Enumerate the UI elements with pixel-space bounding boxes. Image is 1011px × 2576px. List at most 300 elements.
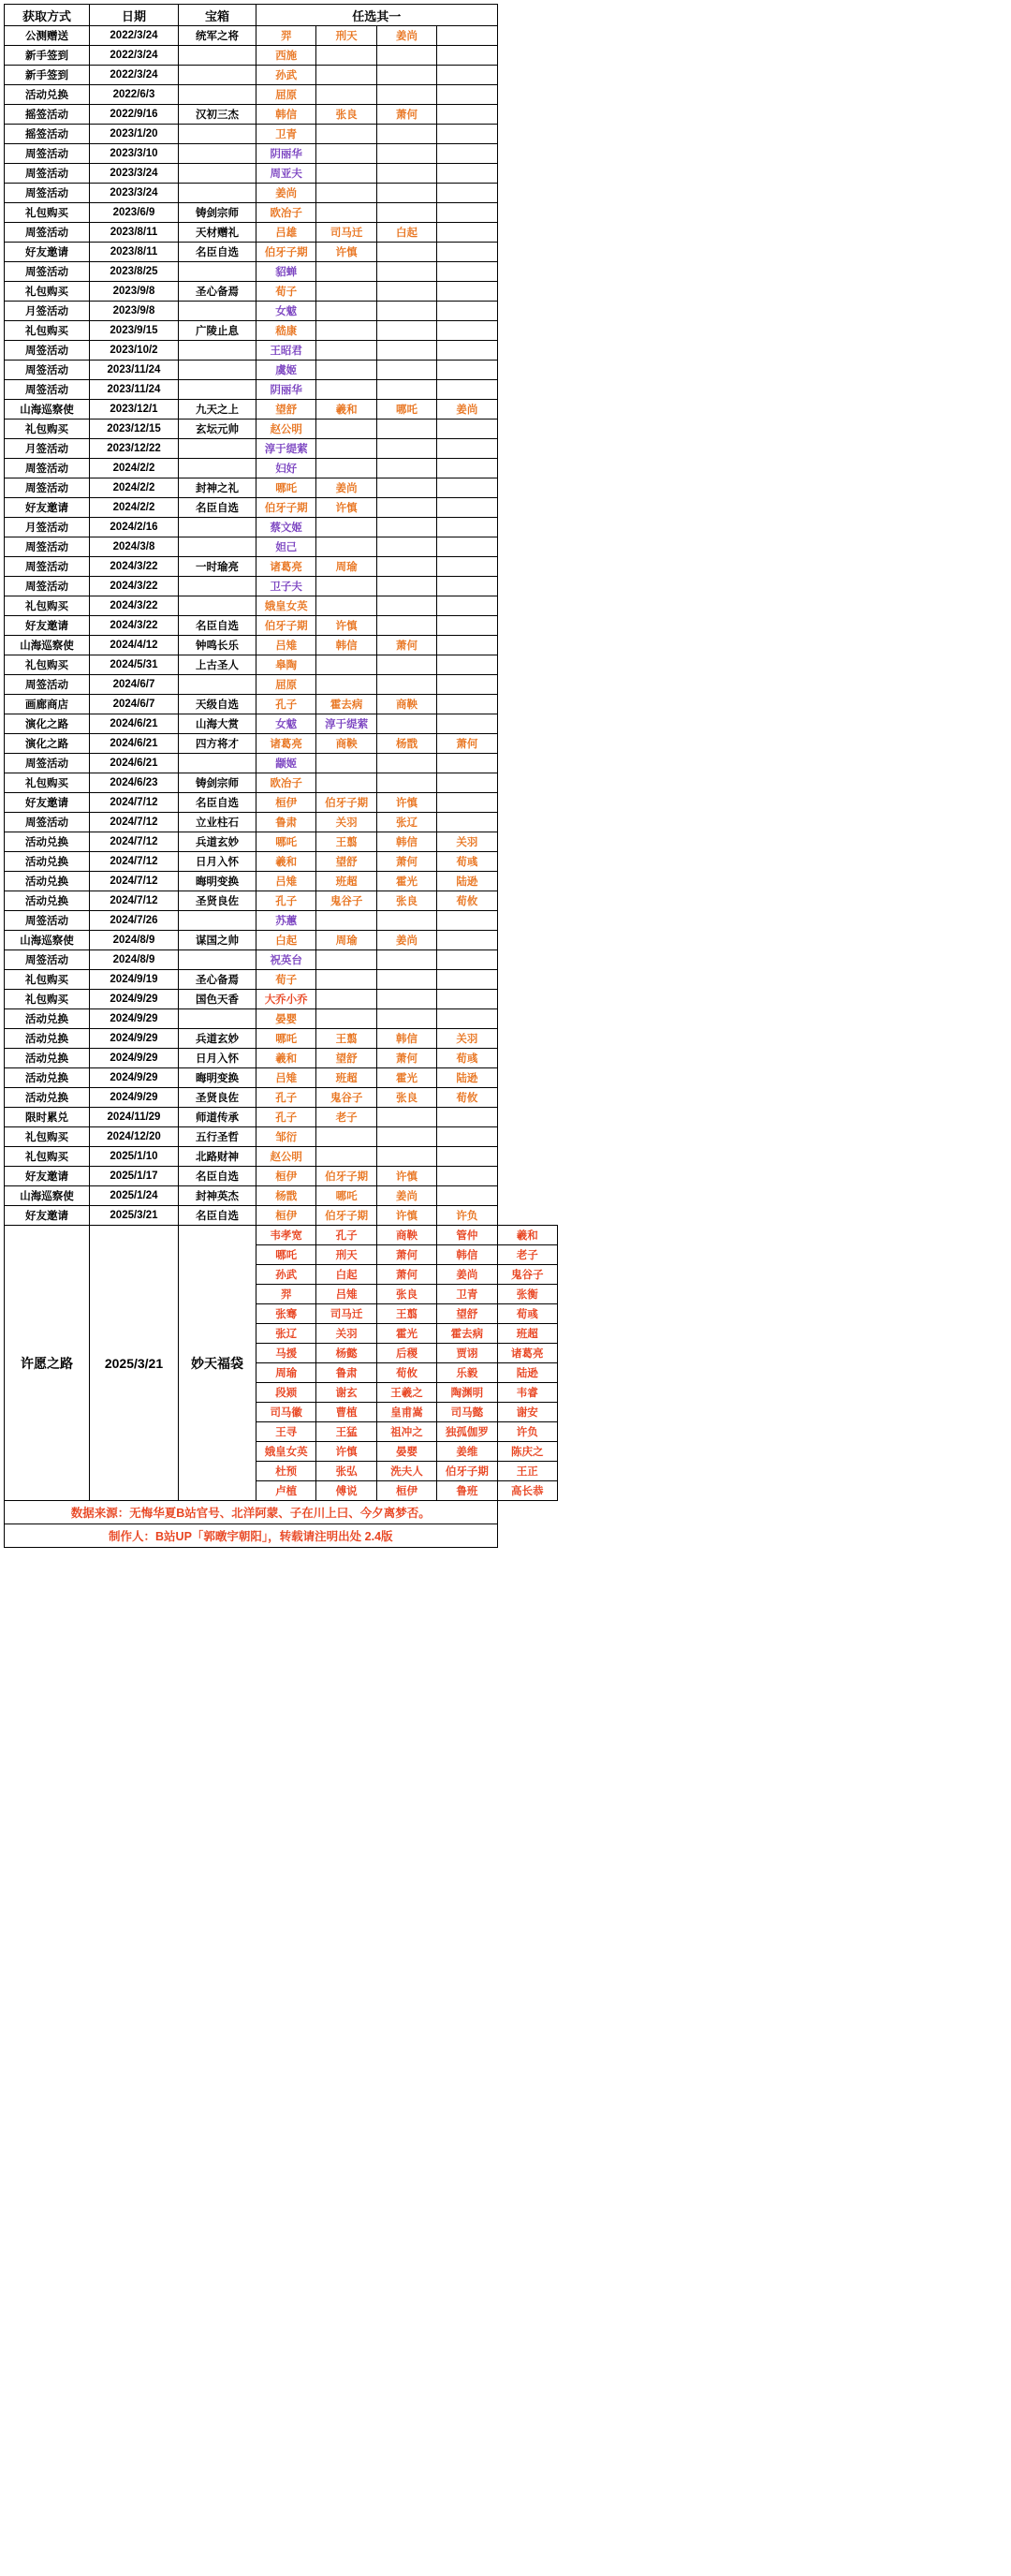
cell-date: 2023/8/25 [90, 262, 179, 282]
cell-option: 张良 [316, 105, 376, 125]
cell-way: 好友邀请 [5, 793, 90, 813]
cell-option: 张辽 [376, 813, 436, 832]
cell-box: 兵道玄妙 [179, 832, 256, 852]
wish-cell: 许慎 [316, 1442, 376, 1462]
cell-option: 杨戬 [376, 734, 436, 754]
cell-option [376, 754, 436, 773]
cell-option: 孔子 [256, 1108, 316, 1127]
cell-way: 周签活动 [5, 380, 90, 400]
cell-option [437, 714, 497, 734]
cell-option [376, 144, 436, 164]
cell-box [179, 459, 256, 478]
cell-option: 吕雉 [256, 1068, 316, 1088]
cell-option [437, 302, 497, 321]
cell-option [437, 1167, 497, 1186]
cell-option: 伯牙子期 [316, 1206, 376, 1226]
cell-date: 2024/6/21 [90, 754, 179, 773]
table-row [5, 577, 558, 596]
cell-date: 2024/3/8 [90, 537, 179, 557]
cell-option [376, 1147, 436, 1167]
cell-box: 日月入怀 [179, 1049, 256, 1068]
table-row [5, 518, 558, 537]
wish-cell: 羲和 [497, 1226, 557, 1245]
cell-option [376, 361, 436, 380]
cell-box: 统军之将 [179, 26, 256, 46]
table-row [5, 420, 558, 439]
cell-option [316, 655, 376, 675]
cell-option [437, 26, 497, 46]
cell-option [316, 1127, 376, 1147]
cell-option [437, 970, 497, 990]
cell-way: 礼包购买 [5, 773, 90, 793]
cell-date: 2022/6/3 [90, 85, 179, 105]
header-way: 获取方式 [5, 5, 90, 26]
cell-way: 限时累兑 [5, 1108, 90, 1127]
wish-cell: 陶渊明 [437, 1383, 497, 1403]
cell-option [316, 754, 376, 773]
cell-option: 班超 [316, 872, 376, 891]
cell-box: 五行圣哲 [179, 1127, 256, 1147]
cell-option [437, 1108, 497, 1127]
table-row [5, 655, 558, 675]
cell-option: 阴丽华 [256, 380, 316, 400]
cell-box: 名臣自选 [179, 498, 256, 518]
cell-option: 虞姬 [256, 361, 316, 380]
cell-option [376, 773, 436, 793]
cell-option: 诸葛亮 [256, 734, 316, 754]
table-row [5, 537, 558, 557]
cell-option [437, 184, 497, 203]
cell-date: 2023/9/8 [90, 302, 179, 321]
cell-option: 霍光 [376, 872, 436, 891]
table-row [5, 596, 558, 616]
wish-cell: 周瑜 [256, 1363, 316, 1383]
table-row [5, 1186, 558, 1206]
cell-box [179, 439, 256, 459]
cell-way: 好友邀请 [5, 1206, 90, 1226]
cell-option [376, 85, 436, 105]
wish-cell: 孙武 [256, 1265, 316, 1285]
wish-cell: 高长恭 [497, 1481, 557, 1501]
table-row [5, 400, 558, 420]
cell-option [376, 616, 436, 636]
cell-option: 老子 [316, 1108, 376, 1127]
wish-cell: 段颎 [256, 1383, 316, 1403]
table-row [5, 302, 558, 321]
cell-option: 许负 [437, 1206, 497, 1226]
wish-cell: 韩信 [437, 1245, 497, 1265]
cell-date: 2025/1/24 [90, 1186, 179, 1206]
cell-option: 司马迁 [316, 223, 376, 243]
cell-way: 周签活动 [5, 754, 90, 773]
cell-option: 鲁肃 [256, 813, 316, 832]
wish-cell: 独孤伽罗 [437, 1422, 497, 1442]
table-row [5, 832, 558, 852]
wish-date: 2025/3/21 [90, 1226, 179, 1501]
cell-option [316, 911, 376, 931]
wish-cell: 司马徽 [256, 1403, 316, 1422]
table-row [5, 26, 558, 46]
cell-box: 谋国之帅 [179, 931, 256, 950]
wish-cell: 傅说 [316, 1481, 376, 1501]
table-row [5, 1009, 558, 1029]
wish-cell: 杨懿 [316, 1344, 376, 1363]
cell-option: 貂蝉 [256, 262, 316, 282]
wish-cell: 哪吒 [256, 1245, 316, 1265]
cell-option: 羲和 [256, 1049, 316, 1068]
cell-date: 2024/7/12 [90, 832, 179, 852]
cell-option [316, 596, 376, 616]
cell-option: 刑天 [316, 26, 376, 46]
cell-date: 2023/6/9 [90, 203, 179, 223]
cell-option [437, 223, 497, 243]
table-row [5, 616, 558, 636]
wish-cell: 许负 [497, 1422, 557, 1442]
cell-option: 女魃 [256, 714, 316, 734]
table-row [5, 1127, 558, 1147]
cell-option [316, 970, 376, 990]
cell-option [376, 1127, 436, 1147]
cell-option [437, 557, 497, 577]
cell-date: 2024/6/7 [90, 675, 179, 695]
cell-option: 哪吒 [256, 478, 316, 498]
footer-credit-row [5, 1524, 558, 1548]
cell-option [437, 990, 497, 1009]
cell-box: 封神之礼 [179, 478, 256, 498]
cell-date: 2022/9/16 [90, 105, 179, 125]
cell-way: 月签活动 [5, 439, 90, 459]
cell-box [179, 85, 256, 105]
wish-cell: 韦孝宽 [256, 1226, 316, 1245]
cell-box [179, 184, 256, 203]
cell-option [437, 361, 497, 380]
cell-date: 2024/7/12 [90, 852, 179, 872]
cell-way: 周签活动 [5, 144, 90, 164]
cell-option: 西施 [256, 46, 316, 66]
cell-option: 张良 [376, 891, 436, 911]
cell-option [316, 950, 376, 970]
cell-date: 2022/3/24 [90, 46, 179, 66]
wish-cell: 诸葛亮 [497, 1344, 557, 1363]
cell-option [376, 577, 436, 596]
cell-option: 桓伊 [256, 1206, 316, 1226]
cell-option: 荀彧 [437, 852, 497, 872]
cell-option [316, 380, 376, 400]
wish-cell: 羿 [256, 1285, 316, 1304]
cell-box: 天材赠礼 [179, 223, 256, 243]
cell-option [316, 125, 376, 144]
cell-date: 2024/9/29 [90, 1049, 179, 1068]
cell-option [376, 66, 436, 85]
cell-way: 活动兑换 [5, 1029, 90, 1049]
wish-cell: 鲁班 [437, 1481, 497, 1501]
cell-option [437, 1009, 497, 1029]
cell-date: 2023/11/24 [90, 361, 179, 380]
cell-option: 姜尚 [376, 26, 436, 46]
cell-box: 师道传承 [179, 1108, 256, 1127]
wish-cell: 霍光 [376, 1324, 436, 1344]
cell-way: 好友邀请 [5, 243, 90, 262]
wish-cell: 萧何 [376, 1245, 436, 1265]
cell-option: 许慎 [376, 1206, 436, 1226]
cell-option [316, 262, 376, 282]
cell-date: 2022/3/24 [90, 66, 179, 85]
cell-box: 钟鸣长乐 [179, 636, 256, 655]
cell-option: 白起 [376, 223, 436, 243]
wish-cell: 后稷 [376, 1344, 436, 1363]
cell-option [376, 970, 436, 990]
cell-option [437, 695, 497, 714]
cell-date: 2024/2/16 [90, 518, 179, 537]
cell-option [316, 46, 376, 66]
cell-option: 萧何 [376, 636, 436, 655]
cell-option: 赵公明 [256, 420, 316, 439]
cell-date: 2025/1/10 [90, 1147, 179, 1167]
wish-cell: 杜预 [256, 1462, 316, 1481]
cell-date: 2023/11/24 [90, 380, 179, 400]
table-row [5, 675, 558, 695]
cell-option [437, 282, 497, 302]
cell-box: 玄坛元帅 [179, 420, 256, 439]
cell-way: 礼包购买 [5, 321, 90, 341]
cell-way: 礼包购买 [5, 970, 90, 990]
cell-option [437, 675, 497, 695]
cell-date: 2024/3/22 [90, 616, 179, 636]
cell-option [376, 714, 436, 734]
wish-cell: 张骞 [256, 1304, 316, 1324]
table-row [5, 105, 558, 125]
cell-box: 上古圣人 [179, 655, 256, 675]
cell-way: 周签活动 [5, 361, 90, 380]
cell-way: 活动兑换 [5, 872, 90, 891]
cell-option: 姜尚 [437, 400, 497, 420]
cell-option [376, 380, 436, 400]
cell-option: 商鞅 [376, 695, 436, 714]
header-box: 宝箱 [179, 5, 256, 26]
cell-box [179, 675, 256, 695]
cell-option: 邹衍 [256, 1127, 316, 1147]
wish-cell: 王翦 [376, 1304, 436, 1324]
table-header-row [5, 5, 558, 26]
cell-option [376, 950, 436, 970]
cell-option: 许慎 [316, 616, 376, 636]
cell-date: 2023/8/11 [90, 223, 179, 243]
cell-date: 2024/9/29 [90, 1009, 179, 1029]
cell-option [316, 459, 376, 478]
table-row [5, 184, 558, 203]
cell-box [179, 144, 256, 164]
cell-way: 活动兑换 [5, 891, 90, 911]
cell-date: 2023/3/24 [90, 184, 179, 203]
cell-option: 孔子 [256, 1088, 316, 1108]
table-row [5, 85, 558, 105]
cell-box: 圣心备焉 [179, 282, 256, 302]
cell-date: 2024/4/12 [90, 636, 179, 655]
wish-cell: 洗夫人 [376, 1462, 436, 1481]
cell-date: 2023/9/8 [90, 282, 179, 302]
wish-cell: 祖冲之 [376, 1422, 436, 1442]
cell-way: 周签活动 [5, 341, 90, 361]
cell-option [316, 577, 376, 596]
cell-option [376, 420, 436, 439]
cell-option [316, 990, 376, 1009]
wish-cell: 荀彧 [497, 1304, 557, 1324]
cell-option: 陆逊 [437, 1068, 497, 1088]
cell-box: 立业柱石 [179, 813, 256, 832]
footer-source: 数据来源：无悔华夏B站官号、北洋阿蒙、子在川上曰、今夕离梦否。 [5, 1501, 498, 1524]
cell-option [376, 302, 436, 321]
cell-way: 新手签到 [5, 46, 90, 66]
table-row [5, 459, 558, 478]
cell-way: 周签活动 [5, 813, 90, 832]
cell-option: 吕雉 [256, 636, 316, 655]
cell-way: 新手签到 [5, 66, 90, 85]
cell-option: 伯牙子期 [256, 616, 316, 636]
cell-box: 圣心备焉 [179, 970, 256, 990]
cell-date: 2024/3/22 [90, 557, 179, 577]
cell-option [376, 262, 436, 282]
cell-option [376, 203, 436, 223]
wish-cell: 王寻 [256, 1422, 316, 1442]
header-options: 任选其一 [256, 5, 498, 26]
cell-way: 礼包购买 [5, 655, 90, 675]
table-row [5, 380, 558, 400]
cell-date: 2024/7/12 [90, 872, 179, 891]
cell-option [316, 675, 376, 695]
cell-date: 2024/9/29 [90, 990, 179, 1009]
cell-option: 荀攸 [437, 891, 497, 911]
cell-option: 杨戬 [256, 1186, 316, 1206]
cell-option: 王翦 [316, 1029, 376, 1049]
cell-date: 2023/10/2 [90, 341, 179, 361]
cell-option [376, 125, 436, 144]
table-row [5, 478, 558, 498]
table-row [5, 46, 558, 66]
cell-way: 演化之路 [5, 714, 90, 734]
cell-option: 蔡文姬 [256, 518, 316, 537]
wish-cell: 王羲之 [376, 1383, 436, 1403]
cell-option: 许慎 [376, 1167, 436, 1186]
cell-date: 2024/2/2 [90, 459, 179, 478]
cell-way: 活动兑换 [5, 1009, 90, 1029]
cell-way: 活动兑换 [5, 1068, 90, 1088]
cell-option [437, 596, 497, 616]
cell-option [437, 1127, 497, 1147]
cell-way: 公测赠送 [5, 26, 90, 46]
cell-box: 兵道玄妙 [179, 1029, 256, 1049]
cell-date: 2023/12/15 [90, 420, 179, 439]
wish-cell: 王猛 [316, 1422, 376, 1442]
cell-option: 许慎 [376, 793, 436, 813]
cell-date: 2024/7/26 [90, 911, 179, 931]
cell-option [376, 655, 436, 675]
table-row [5, 872, 558, 891]
wish-cell: 姜尚 [437, 1265, 497, 1285]
wish-cell: 伯牙子期 [437, 1462, 497, 1481]
cell-box: 圣贤良佐 [179, 891, 256, 911]
cell-option: 女魃 [256, 302, 316, 321]
cell-box [179, 46, 256, 66]
cell-option: 颛姬 [256, 754, 316, 773]
cell-way: 活动兑换 [5, 1088, 90, 1108]
cell-date: 2023/12/1 [90, 400, 179, 420]
cell-date: 2024/3/22 [90, 596, 179, 616]
wish-cell: 班超 [497, 1324, 557, 1344]
wish-cell: 韦睿 [497, 1383, 557, 1403]
table-row [5, 223, 558, 243]
cell-option: 韩信 [316, 636, 376, 655]
header-date: 日期 [90, 5, 179, 26]
cell-way: 山海巡察使 [5, 931, 90, 950]
cell-option: 商鞅 [316, 734, 376, 754]
table-row [5, 1049, 558, 1068]
cell-box: 名臣自选 [179, 793, 256, 813]
cell-option [437, 655, 497, 675]
cell-option [316, 439, 376, 459]
wish-cell: 老子 [497, 1245, 557, 1265]
cell-date: 2024/8/9 [90, 950, 179, 970]
cell-date: 2024/6/21 [90, 714, 179, 734]
cell-option [437, 439, 497, 459]
cell-option [437, 420, 497, 439]
wish-cell: 鬼谷子 [497, 1265, 557, 1285]
cell-option: 荀子 [256, 970, 316, 990]
cell-box: 山海大赏 [179, 714, 256, 734]
cell-box [179, 125, 256, 144]
cell-option [437, 813, 497, 832]
cell-option [376, 911, 436, 931]
cell-option [376, 990, 436, 1009]
cell-option: 周瑜 [316, 931, 376, 950]
wish-cell: 皇甫嵩 [376, 1403, 436, 1422]
cell-option: 妲己 [256, 537, 316, 557]
cell-box [179, 754, 256, 773]
cell-option: 晏婴 [256, 1009, 316, 1029]
cell-option [437, 164, 497, 184]
cell-option: 鬼谷子 [316, 1088, 376, 1108]
cell-box [179, 537, 256, 557]
cell-option: 阴丽华 [256, 144, 316, 164]
cell-way: 好友邀请 [5, 1167, 90, 1186]
cell-option: 伯牙子期 [316, 1167, 376, 1186]
cell-option [316, 203, 376, 223]
cell-option: 祝英台 [256, 950, 316, 970]
wish-cell: 卫青 [437, 1285, 497, 1304]
cell-box: 广陵止息 [179, 321, 256, 341]
cell-option [376, 282, 436, 302]
cell-box: 国色天香 [179, 990, 256, 1009]
cell-date: 2024/7/12 [90, 891, 179, 911]
cell-box: 日月入怀 [179, 852, 256, 872]
cell-option: 荀攸 [437, 1088, 497, 1108]
wish-cell: 张衡 [497, 1285, 557, 1304]
cell-date: 2024/6/7 [90, 695, 179, 714]
cell-option: 羲和 [316, 400, 376, 420]
cell-option: 周亚夫 [256, 164, 316, 184]
cell-option: 屈原 [256, 675, 316, 695]
cell-option: 韩信 [256, 105, 316, 125]
cell-option [316, 361, 376, 380]
cell-date: 2024/6/21 [90, 734, 179, 754]
cell-option: 萧何 [376, 852, 436, 872]
cell-option: 羿 [256, 26, 316, 46]
wish-cell: 谢玄 [316, 1383, 376, 1403]
cell-option [376, 537, 436, 557]
cell-way: 活动兑换 [5, 85, 90, 105]
cell-date: 2024/8/9 [90, 931, 179, 950]
table-row [5, 636, 558, 655]
wish-cell: 曹植 [316, 1403, 376, 1422]
